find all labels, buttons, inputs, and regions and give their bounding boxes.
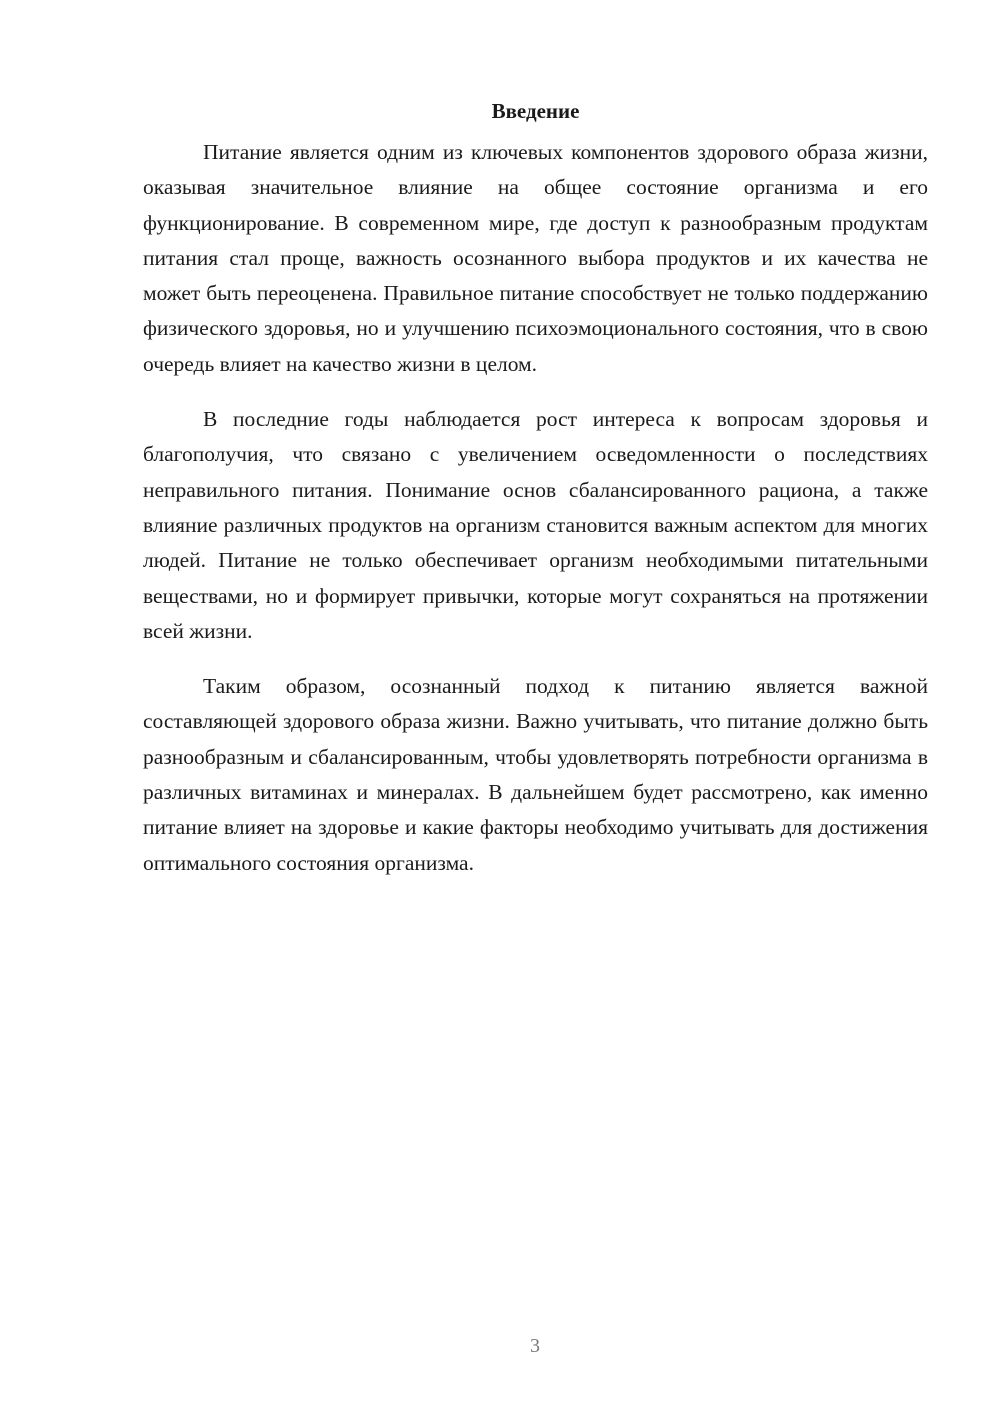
section-title: Введение bbox=[491, 99, 580, 123]
page-number: 3 bbox=[530, 1335, 540, 1357]
paragraph-2: В последние годы наблюдается рост интереса к вопросам здоровья и благополучия, что связано с увеличением осведомленности о последствиях неправильного питания. Понимание основ сбалансированного рациона, а также влияние различных продуктов на организм становится важным аспектом для многих людей. Питание не только обеспечивает организм необходимыми питательными веществами, но и формирует привычки, которые могут сохраняться на протяжении всей жизни. bbox=[143, 407, 928, 643]
paragraph-3: Таким образом, осознанный подход к питанию является важной составляющей здорового образа жизни. Важно учитывать, что питание должно быть разнообразным и сбалансированным, чтобы удовлетворять потребности организма в различных витаминах и минералах. В дальнейшем будет рассмотрено, как именно питание влияет на здоровье и какие факторы необходимо учитывать для достижения оптимального состояния организма. bbox=[143, 674, 928, 875]
page-content bbox=[143, 96, 928, 901]
paragraph-1: Питание является одним из ключевых компонентов здорового образа жизни, оказывая значительное влияние на общее состояние организма и его функционирование. В современном мире, где доступ к разнообразным продуктам питания стал проще, важность осознанного выбора продуктов и их качества не может быть переоценена. Правильное питание способствует не только поддержанию физического здоровья, но и улучшению психоэмоционального состояния, что в свою очередь влияет на качество жизни в целом. bbox=[143, 140, 928, 376]
